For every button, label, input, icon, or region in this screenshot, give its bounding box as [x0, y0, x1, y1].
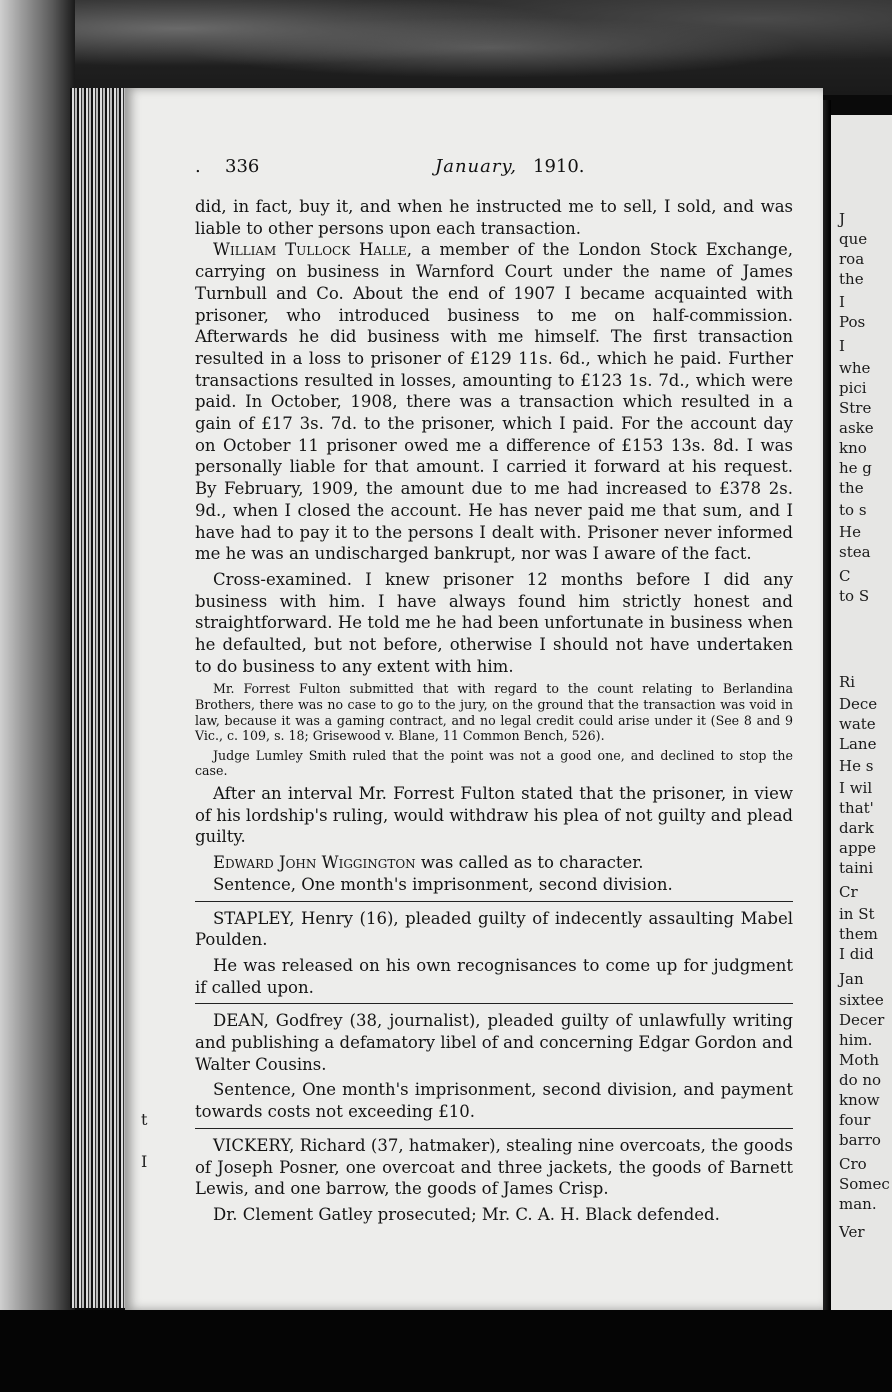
right-page-line: I did [839, 945, 874, 963]
right-page-line: Dece [839, 695, 878, 713]
right-page-line: know [839, 1091, 880, 1109]
right-page-line: roa [839, 250, 865, 268]
right-page-line: Moth [839, 1051, 880, 1069]
right-page-line: Decer [839, 1011, 885, 1029]
margin-mark: t [141, 1110, 148, 1129]
character-witness-name: Edward John Wiggington [213, 853, 416, 873]
character-witness-paragraph [195, 852, 793, 874]
right-page-line: aske [839, 419, 874, 437]
right-page-line: the [839, 479, 864, 497]
counsel-submission: Mr. Forrest Fulton submitted that with regard to the count relating to Berlandina Brothers, there was no case to go to the jury, on the ground that the transaction was void in law, because it was a gaming contract, and no legal credit could arise under it (See 8 and 9 Vic., c. 109, s. 18; Grisewood v. Blane, 11 Common Bench, 526). [195, 681, 793, 744]
case-dean-outcome: Sentence, One month's imprisonment, second division, and payment towards costs not exceeding £10. [195, 1080, 793, 1122]
right-page-line: them [839, 925, 878, 943]
right-page-line: que [839, 230, 868, 248]
margin-mark: I [141, 1152, 148, 1171]
right-page-line: He [839, 523, 861, 541]
right-page-line: to s [839, 501, 867, 519]
case-vickery-counsel: Dr. Clement Gatley prosecuted; Mr. C. A. H. Black defended. [213, 1204, 720, 1224]
right-page-line: Stre [839, 399, 872, 417]
right-page-line: wate [839, 715, 876, 733]
right-page-line: that' [839, 799, 874, 817]
book-gutter [823, 100, 831, 1320]
right-page-line: stea [839, 543, 871, 561]
right-page-line: the [839, 270, 864, 288]
right-page-line: Jan [839, 970, 864, 988]
case-divider [195, 1128, 793, 1129]
right-page-line: I [839, 337, 845, 355]
page-edges-stack [70, 88, 130, 1308]
case-divider [195, 1003, 793, 1004]
right-page-line: Pos [839, 313, 866, 331]
right-page-line: sixtee [839, 991, 884, 1009]
paragraph: did, in fact, buy it, and when he instructed me to sell, I sold, and was liable to other persons upon each transaction. [195, 197, 793, 238]
right-page-line: taini [839, 859, 874, 877]
right-page-line: barro [839, 1131, 881, 1149]
right-page-line: to S [839, 587, 870, 605]
right-page-line: Ri [839, 673, 856, 691]
scan-background-top [0, 0, 892, 95]
case-vickery-heading: VICKERY, Richard (37, hatmaker), stealing nine overcoats, the goods of Joseph Posner, one overcoat and three jackets, the goods of Barnett Lewis, and one barrow, the goods of James Crisp. [195, 1135, 793, 1199]
cross-examination-paragraph: Cross-examined. I knew prisoner 12 months before I did any business with him. I have always found him strictly honest and straightforward. He told me he had been unfortunate in business when he defaulted, but not before, otherwise I should not have undertaken to do business to any extent with him. [195, 569, 793, 676]
right-page-line: man. [839, 1195, 877, 1213]
right-page-line: in St [839, 905, 875, 923]
page-number: 336 [225, 156, 260, 177]
right-page-line: Somec [839, 1175, 890, 1193]
plea-paragraph: After an interval Mr. Forrest Fulton stated that the prisoner, in view of his lordship's ruling, would withdraw his plea of not guilty and plead guilty. [195, 784, 793, 847]
scan-left-edge [0, 0, 75, 1392]
case-stapley-heading: STAPLEY, Henry (16), pleaded guilty of indecently assaulting Mabel Poulden. [195, 908, 793, 950]
right-page-line: Cr [839, 883, 858, 901]
right-page-line: four [839, 1111, 871, 1129]
sentence-paragraph: Sentence, One month's imprisonment, second division. [213, 874, 673, 894]
right-page-line: Cro [839, 1155, 867, 1173]
right-page-line: appe [839, 839, 877, 857]
page-body [195, 196, 793, 1226]
judge-ruling: Judge Lumley Smith ruled that the point was not a good one, and declined to stop the case. [195, 747, 793, 779]
character-witness-text: was called as to character. [415, 853, 644, 873]
right-page-line: Lane [839, 735, 877, 753]
right-page-line: He s [839, 757, 874, 775]
right-page-line: I [839, 293, 845, 311]
right-page-line: he g [839, 459, 872, 477]
right-page-line: do no [839, 1071, 882, 1089]
case-dean-heading: DEAN, Godfrey (38, journalist), pleaded guilty of unlawfully writing and publishing a defamatory libel of and concerning Edgar Gordon and Walter Cousins. [195, 1011, 793, 1074]
case-divider [195, 901, 793, 902]
right-page-line: I wil [839, 779, 873, 797]
header-month: January, [435, 156, 517, 177]
right-page-line: dark [839, 819, 874, 837]
case-stapley-outcome: He was released on his own recognisances to come up for judgment if called upon. [195, 955, 793, 997]
witness-paragraph [195, 239, 793, 565]
running-header [195, 156, 795, 180]
header-year: 1910. [533, 156, 585, 177]
right-page-fragment [831, 115, 892, 1315]
right-page-line: pici [839, 379, 867, 397]
header-dot: . [195, 156, 201, 177]
right-page-line: J [839, 210, 846, 228]
right-page-line: whe [839, 359, 871, 377]
right-page-line: him. [839, 1031, 873, 1049]
right-page-line: C [839, 567, 851, 585]
right-page-line: Ver [839, 1223, 865, 1241]
scan-background-bottom [0, 1310, 892, 1392]
witness-name: William Tullock Halle [213, 240, 407, 260]
right-page-line: kno [839, 439, 867, 457]
witness-testimony: , a member of the London Stock Exchange, carrying on business in Warnford Court under the name of James Turnbull and Co. About the end of 1907 I became acquainted with prisoner, who introduced business to me on half-commission. Afterwards he did business with me himself. The first transaction resulted in a loss to prisoner of £129 11s. 6d., which he paid. Further transactions resulted in losses, amounting to £123 1s. 7d., which were paid. In October, 1908, there was a transaction which resulted in a gain of £17 3s. 7d. to the prisoner, which I paid. For the account day on October 11 prisoner owed me a difference of £153 13s. 8d. I was personally liable for that amount. I carried it forward at his request. By February, 1909, the amount due to me had increased to £378 2s. 9d., when I closed the account. He has never paid me that sum, and I have had to pay it to the persons I dealt with. Prisoner never informed me he was an undischarged bankrupt, nor was I aware of the fact. [195, 240, 793, 564]
